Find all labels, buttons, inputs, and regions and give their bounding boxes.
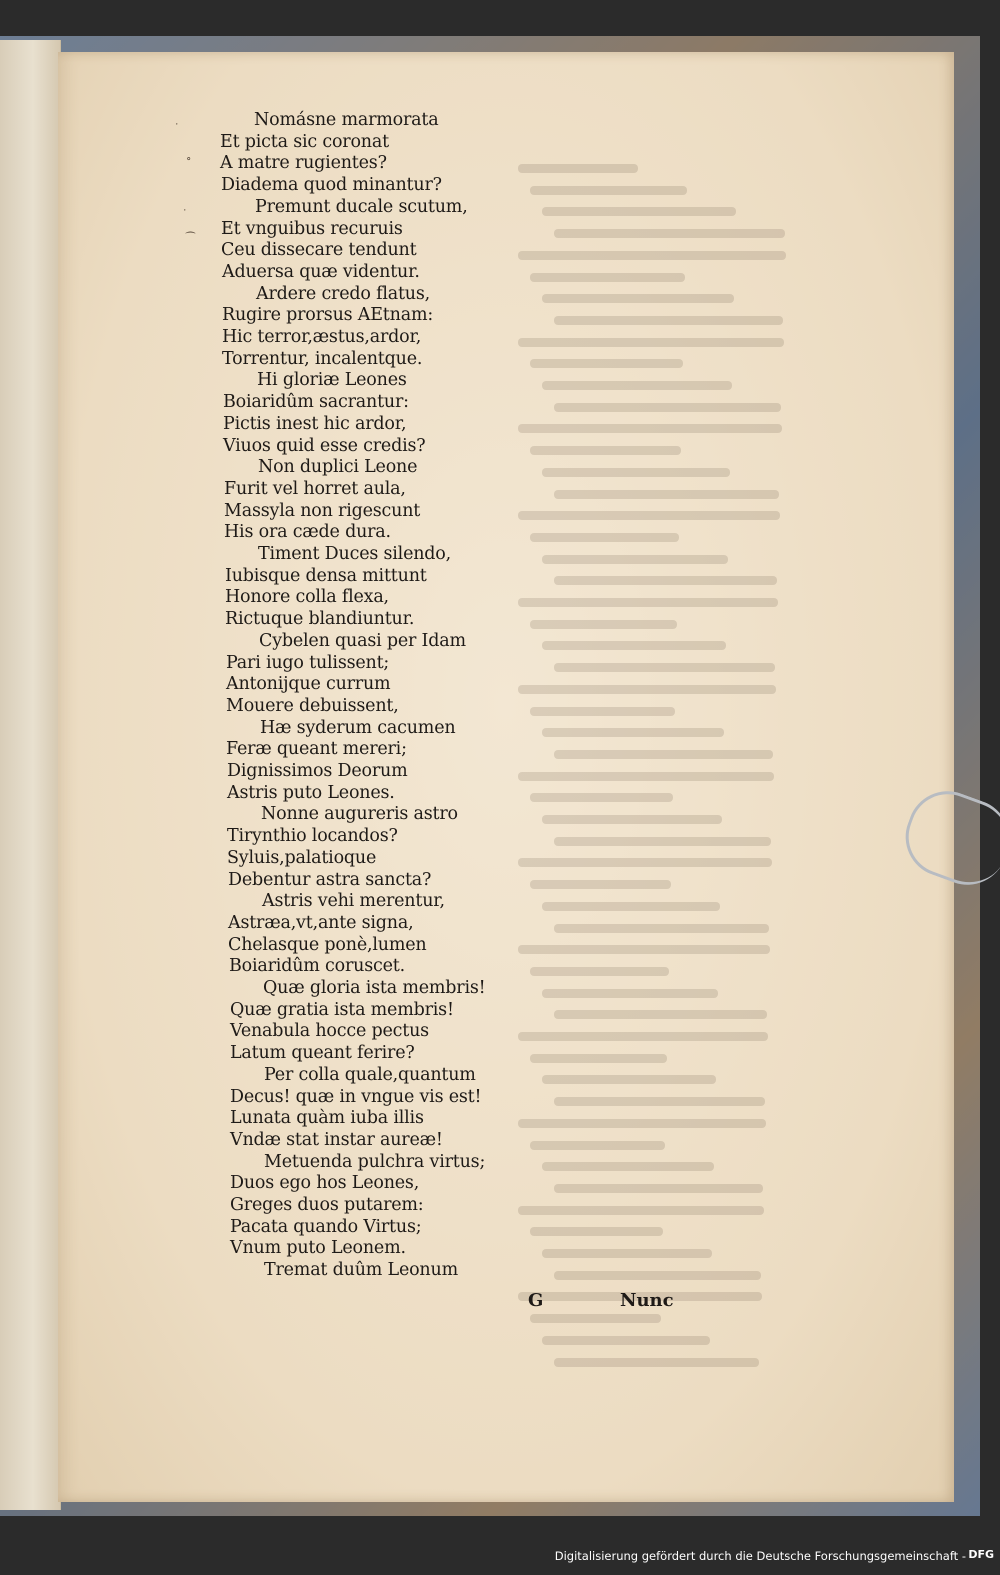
show-through-line — [554, 1097, 765, 1106]
show-through-line — [530, 880, 671, 889]
show-through-line — [542, 989, 718, 998]
show-through-line — [530, 186, 687, 195]
show-through-line — [518, 1032, 768, 1041]
funding-notice: Digitalisierung gefördert durch die Deutsche Forschungsgemeinschaft - — [554, 1549, 966, 1563]
show-through-line — [554, 750, 773, 759]
show-through-line — [530, 273, 685, 282]
show-through-line — [554, 1010, 767, 1019]
poem-line: Mouere debuissent, — [226, 695, 399, 716]
poem-line: Debentur astra sancta? — [228, 869, 432, 890]
show-through-line — [518, 945, 770, 954]
poem-line: His ora cæde dura. — [224, 522, 391, 543]
poem-line: Pari iugo tulissent; — [226, 652, 390, 673]
binding-spine — [0, 40, 61, 1510]
show-through-line — [518, 1119, 766, 1128]
show-through-line — [554, 490, 779, 499]
poem-line: Torrentur, incalentque. — [222, 348, 423, 369]
margin-mark: ˙ — [174, 122, 180, 135]
poem-line: Boiaridûm coruscet. — [229, 956, 405, 977]
show-through-line — [554, 1358, 759, 1367]
show-through-line — [542, 381, 732, 390]
poem-line: Chelasque ponè,lumen — [228, 934, 427, 955]
poem-line: Astræa,vt,ante signa, — [228, 912, 414, 933]
margin-mark: ˙ — [182, 208, 188, 221]
poem-line: Premunt ducale scutum, — [255, 196, 468, 217]
show-through-line — [542, 555, 728, 564]
margin-mark: ∘ — [186, 152, 192, 165]
poem-line: Dignissimos Deorum — [227, 761, 408, 781]
poem-line: Diadema quod minantur? — [221, 175, 442, 196]
show-through-line — [530, 1054, 667, 1063]
show-through-line — [542, 1336, 710, 1345]
show-through-line — [554, 663, 775, 672]
poem-text — [220, 110, 520, 1300]
show-through-line — [518, 685, 776, 694]
show-through-line — [518, 511, 780, 520]
show-through-line — [518, 598, 778, 607]
show-through-text — [518, 164, 808, 1384]
poem-line: Nonne augureris astro — [261, 804, 458, 825]
poem-line: Feræ queant mereri; — [226, 739, 407, 760]
show-through-line — [518, 164, 638, 173]
show-through-line — [554, 576, 777, 585]
poem-line: Honore colla flexa, — [225, 587, 389, 608]
show-through-line — [530, 446, 681, 455]
poem-line: Aduersa quæ videntur. — [222, 261, 420, 282]
show-through-line — [518, 1206, 764, 1215]
poem-line: Ceu dissecare tendunt — [221, 240, 417, 261]
show-through-line — [554, 316, 783, 325]
show-through-line — [530, 707, 675, 716]
show-through-line — [542, 294, 734, 303]
show-through-line — [530, 359, 683, 368]
show-through-line — [554, 1184, 763, 1193]
poem-line: Metuenda pulchra virtus; — [264, 1151, 486, 1172]
poem-line: Iubisque densa mittunt — [225, 565, 427, 586]
show-through-line — [554, 837, 771, 846]
poem-line: Per colla quale,quantum — [264, 1064, 476, 1085]
show-through-line — [530, 1314, 661, 1323]
show-through-line — [530, 1141, 665, 1150]
poem-line: Timent Duces silendo, — [258, 544, 451, 564]
poem-line: Lunata quàm iuba illis — [230, 1108, 424, 1129]
show-through-line — [542, 468, 730, 477]
poem-line: Quæ gloria ista membris! — [263, 978, 486, 998]
poem-line: Ardere credo flatus, — [256, 283, 431, 304]
poem-line: Quæ gratia ista membris! — [230, 999, 454, 1020]
show-through-line — [542, 728, 724, 737]
signature-mark: G — [528, 1290, 544, 1311]
show-through-line — [542, 641, 726, 650]
poem-line: Venabula hocce pectus — [230, 1021, 429, 1042]
poem-line: Astris puto Leones. — [227, 782, 395, 803]
show-through-line — [542, 902, 720, 911]
poem-line: Furit vel horret aula, — [224, 478, 406, 499]
show-through-line — [554, 1271, 761, 1280]
poem-line: Cybelen quasi per Idam — [259, 630, 466, 651]
show-through-line — [542, 815, 722, 824]
poem-line: Duos ego hos Leones, — [230, 1173, 420, 1194]
show-through-line — [518, 772, 774, 781]
poem-line: A matre rugientes? — [220, 153, 387, 174]
poem-line: Massyla non rigescunt — [224, 500, 421, 521]
show-through-line — [554, 924, 769, 933]
show-through-line — [554, 403, 781, 412]
poem-line: Rictuque blandiuntur. — [225, 609, 415, 630]
show-through-line — [542, 1249, 712, 1258]
show-through-line — [542, 207, 736, 216]
poem-line: Astris vehi merentur, — [262, 891, 445, 912]
poem-line: Nomásne marmorata — [254, 110, 439, 130]
poem-line: Hic terror,æstus,ardor, — [222, 327, 422, 347]
poem-line: Tremat duûm Leonum — [264, 1260, 458, 1281]
poem-line: Antonijque currum — [226, 674, 391, 695]
poem-line: Viuos quid esse credis? — [223, 435, 426, 456]
poem-line: Pacata quando Virtus; — [230, 1216, 422, 1237]
poem-line: Boiaridûm sacrantur: — [223, 392, 409, 413]
dfg-logo: DFG — [968, 1548, 994, 1561]
poem-line: Pictis inest hic ardor, — [223, 413, 407, 434]
show-through-line — [530, 967, 669, 976]
poem-line: Latum queant ferire? — [230, 1043, 415, 1064]
show-through-line — [530, 793, 673, 802]
poem-line: Syluis,palatioque — [227, 847, 377, 868]
show-through-line — [530, 533, 679, 542]
show-through-line — [518, 858, 772, 867]
show-through-line — [518, 338, 784, 347]
footer-bar — [0, 1541, 1000, 1575]
poem-line: Vndæ stat instar aureæ! — [230, 1129, 443, 1150]
poem-line: Hæ syderum cacumen — [260, 717, 456, 738]
poem-line: Rugire prorsus AEtnam: — [222, 305, 434, 326]
show-through-line — [542, 1162, 714, 1171]
show-through-line — [518, 424, 782, 433]
catchword: Nunc — [620, 1290, 674, 1311]
margin-mark: ⁀ — [186, 232, 195, 245]
poem-line: Et vnguibus recuruis — [221, 218, 403, 239]
show-through-line — [518, 251, 786, 260]
poem-line: Hi gloriæ Leones — [257, 370, 407, 391]
show-through-line — [530, 1227, 663, 1236]
poem-line: Vnum puto Leonem. — [230, 1238, 406, 1259]
show-through-line — [554, 229, 785, 238]
poem-line: Non duplici Leone — [258, 457, 418, 478]
poem-line: Greges duos putarem: — [230, 1195, 424, 1215]
poem-line: Tirynthio locandos? — [227, 826, 398, 847]
poem-line: Et picta sic coronat — [220, 131, 389, 152]
poem-line: Decus! quæ in vngue vis est! — [230, 1086, 482, 1107]
show-through-line — [542, 1075, 716, 1084]
show-through-line — [530, 620, 677, 629]
